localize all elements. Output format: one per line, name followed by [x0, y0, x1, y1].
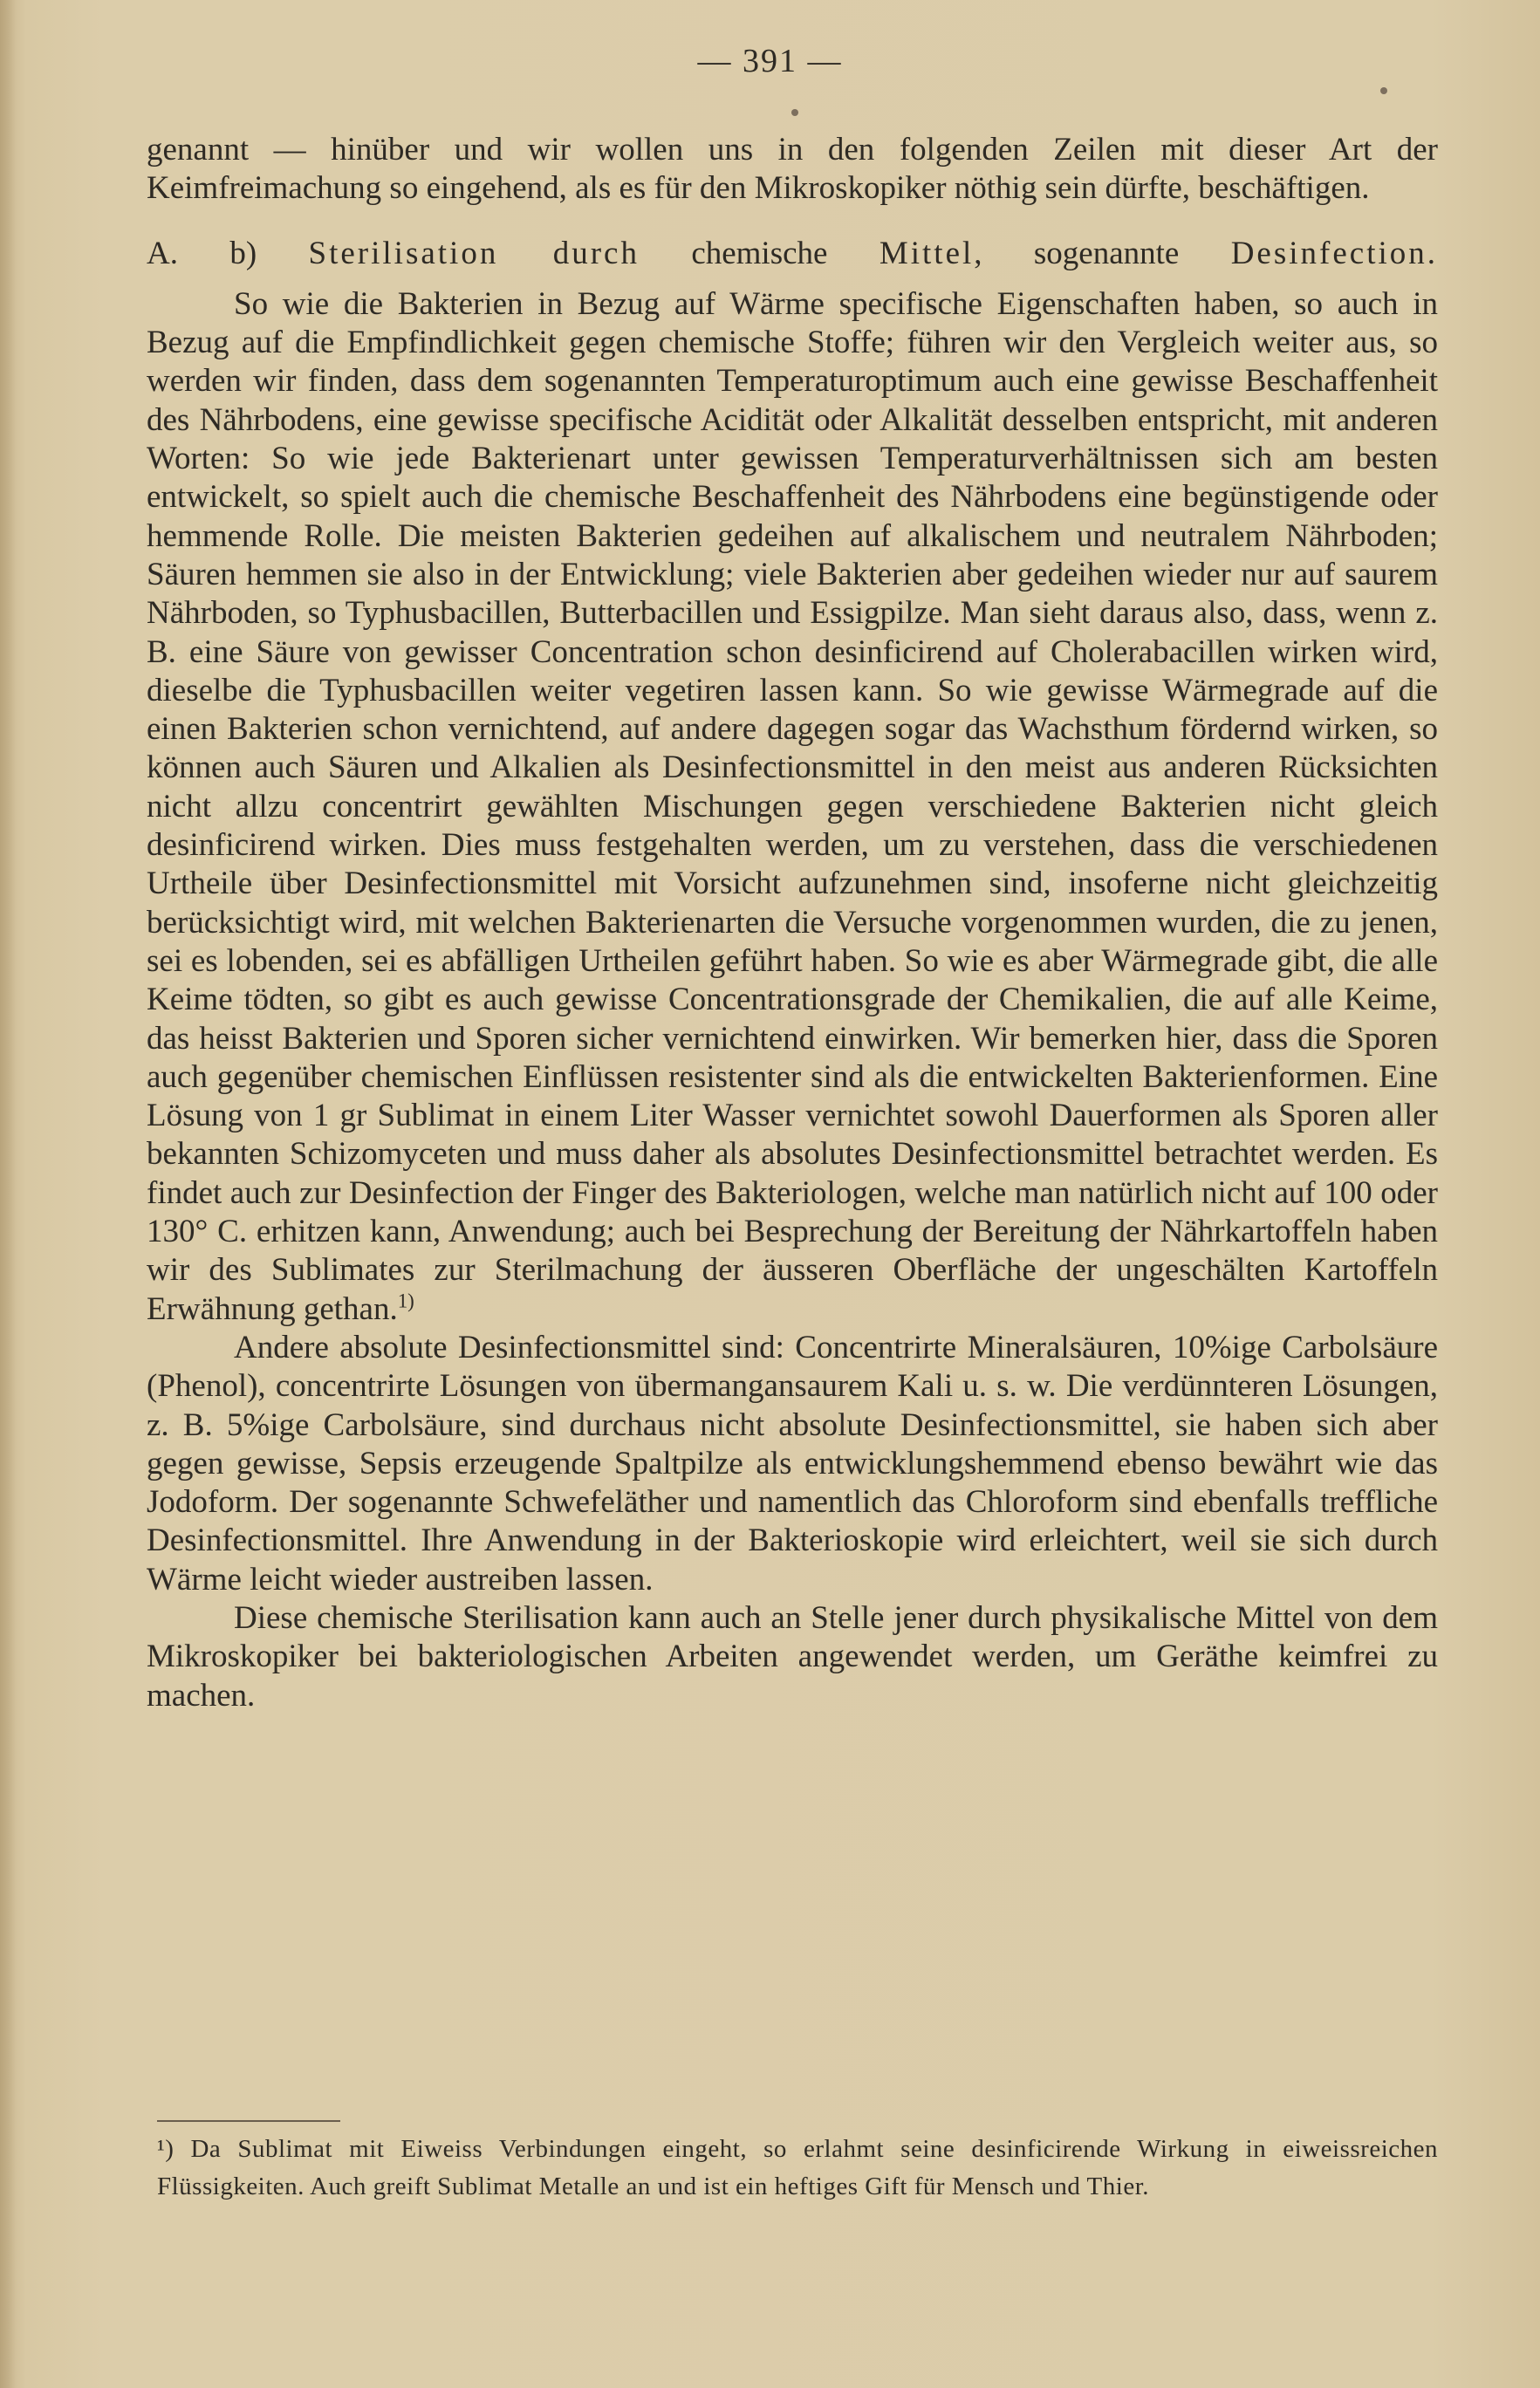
heading-spaced-1: Sterilisation durch [308, 235, 640, 271]
footnote-reference[interactable]: 1) [397, 1290, 414, 1312]
section-heading [147, 235, 1438, 273]
page-number: — 391 — [697, 43, 843, 79]
paragraph-3: Diese chemische Sterilisation kann auch an Stelle jener durch physikalische Mittel von dem Mikroskopiker bei bakteriologischen Arbeiten angewendet werden, um Geräthe keimfrei zu machen. [147, 1599, 1438, 1714]
footnote-divider [157, 2120, 340, 2122]
heading-prefix: A. b) [147, 235, 309, 271]
paragraph-1-text: So wie die Bakterien in Bezug auf Wärme specifische Eigenschaften haben, so auch in Bezug auf die Empfindlichkeit gegen chemische Stoffe; führen wir den Vergleich weiter aus, so werden wir finden, dass dem sogenannten Temperaturoptimum auch eine gewisse Beschaffenheit des Nährbodens, eine gewisse specifische Acidität oder Alkalität desselben entspricht, mit anderen Worten: So wie jede Bakterienart unter gewissen Temperaturverhältnissen sich am besten entwickelt, so spielt auch die chemische Beschaffenheit des Nährbodens eine begünstigende oder hemmende Rolle. Die meisten Bakterien gedeihen auf alkalischem und neutralem Nährboden; Säuren hemmen sie also in der Entwicklung; viele Bakterien aber gedeihen wieder nur auf saurem Nährboden, so Typhusbacillen, Butterbacillen und Essigpilze. Man sieht daraus also, dass, wenn z. B. eine Säure von gewisser Concentration schon desinficirend auf Cholerabacillen wirken wird, dieselbe die Typhusbacillen weiter vegetiren lassen kann. So wie gewisse Wärmegrade auf die einen Bakterien schon vernichtend, auf andere dagegen sogar das Wachsthum fördernd wirken, so können auch Säuren und Alkalien als Desinfectionsmittel in den meist aus anderen Rücksichten nicht allzu concentrirt gewählten Mischungen gegen verschiedene Bakterien nicht gleich desinficirend wirken. Dies muss festgehalten werden, um zu verstehen, dass die verschiedenen Urtheile über Desinfectionsmittel mit Vorsicht aufzunehmen sind, insoferne nicht gleichzeitig berücksichtigt wird, mit welchen Bakterienarten die Versuche vorgenommen wurden, die zu jenen, sei es lobenden, sei es abfälligen Urtheilen geführt haben. So wie es aber Wärmegrade gibt, die alle Keime tödten, so gibt es auch gewisse Concentrationsgrade der Chemikalien, die auf alle Keime, das heisst Bakterien und Sporen sicher vernichtend einwirken. Wir bemerken hier, dass die Sporen auch gegenüber chemischen Einflüssen resistenter sind als die entwickelten Bakterienformen. Eine Lösung von 1 gr Sublimat in einem Liter Wasser vernichtet sowohl Dauerformen als Sporen aller bekannten Schizomyceten und muss daher als absolutes Desinfectionsmittel betrachtet werden. Es findet auch zur Desinfection der Finger des Bakteriologen, welche man natürlich nicht auf 100 oder 130° C. erhitzen kann, Anwendung; auch bei Besprechung der Bereitung der Nährkartoffeln haben wir des Sublimates zur Sterilmachung der äusseren Oberfläche der ungeschälten Kartoffeln Erwähnung gethan. [147, 285, 1438, 1327]
footnote-text: Da Sublimat mit Eiweiss Verbindungen eingeht, so erlahmt seine desinficirende Wirkung in eiweissreichen Flüssigkeiten. Auch greift Sublimat Metalle an und ist ein heftiges Gift für Mensch und Thier. [157, 2135, 1439, 2200]
footnote-mark: ¹) [157, 2135, 175, 2163]
body-text [147, 131, 1438, 1715]
heading-middle: chemische [639, 235, 880, 271]
paragraph-2: Andere absolute Desinfectionsmittel sind: Concentrirte Mineralsäuren, 10%ige Carbolsäure (Phenol), concentrirte Lösungen von übermangansaurem Kali u. s. w. Die verdünnteren Lösungen, z. B. 5%ige Carbolsäure, sind durchaus nicht absolute Desinfectionsmittel, sie haben sich aber gegen gewisse, Sepsis erzeugende Spaltpilze als entwicklungshemmend ebenso bewährt wie das Jodoform. Der sogenannte Schwefeläther und namentlich das Chloroform sind ebenfalls treffliche Desinfectionsmittel. Ihre Anwendung in der Bakterioskopie wird erleichtert, weil sie sich durch Wärme leicht wieder austreiben lassen. [147, 1329, 1438, 1598]
intro-paragraph: genannt — hinüber und wir wollen uns in den folgenden Zeilen mit dieser Art der Keimfreimachung so eingehend, als es für den Mikroskopiker nöthig sein dürfte, beschäftigen. [147, 132, 1438, 207]
footnote [157, 2131, 1438, 2206]
print-speck [1380, 87, 1387, 94]
heading-spaced-2: Mittel [879, 235, 975, 271]
page-edge-shadow [0, 0, 16, 2388]
heading-spaced-3: Desinfection. [1230, 235, 1438, 271]
print-speck [791, 109, 798, 116]
paragraph-1 [147, 285, 1438, 1329]
heading-rest: , sogenannte [974, 235, 1231, 271]
